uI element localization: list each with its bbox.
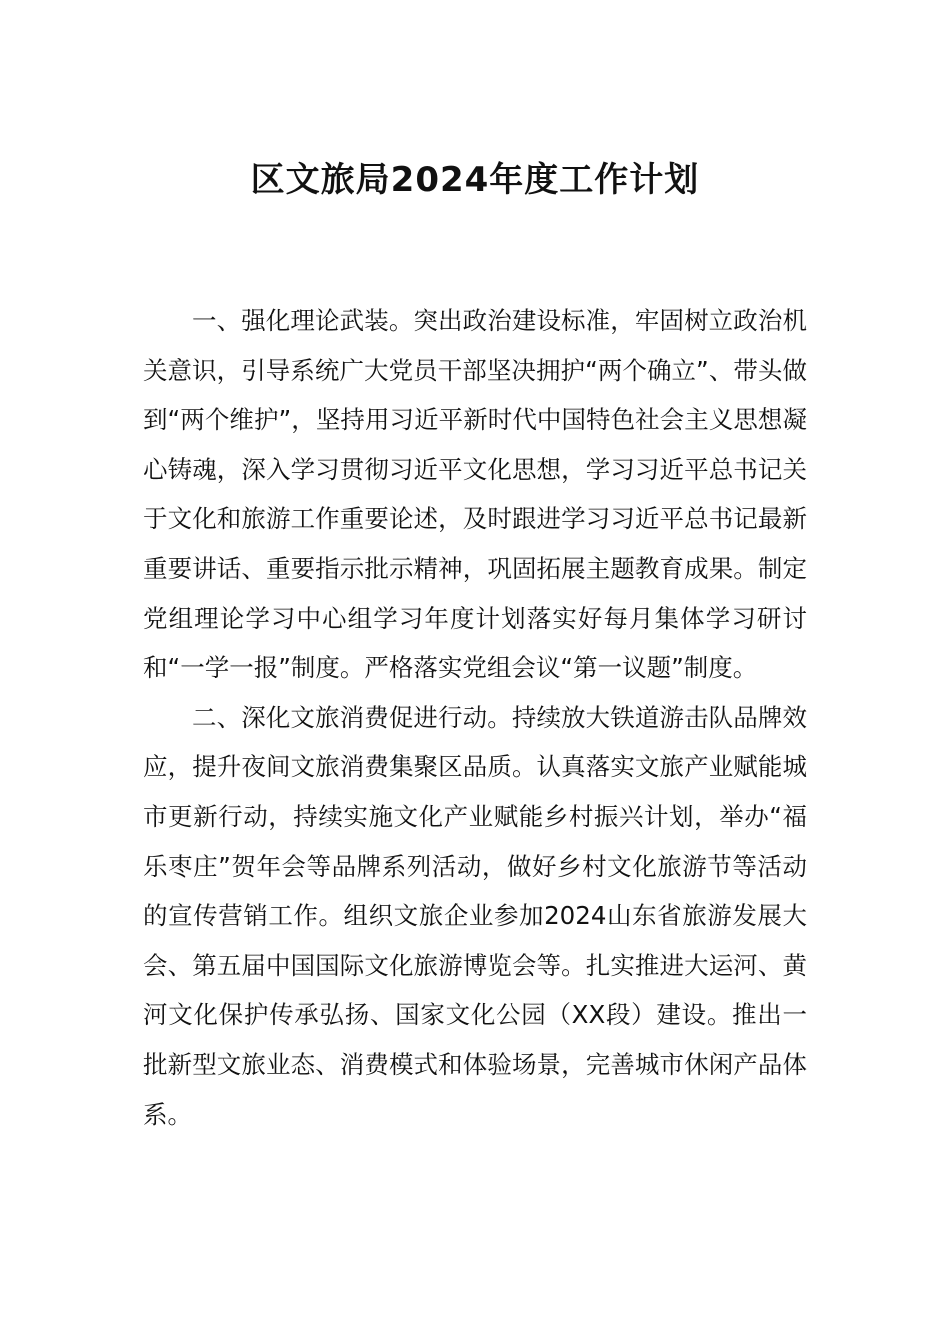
paragraph-theory-study: 一、强化理论武装。突出政治建设标准，牢固树立政治机关意识，引导系统广大党员干部坚决拥护“两个确立”、带头做到“两个维护”，坚持用习近平新时代中国特色社会主义思想凝心铸魂，深入学习贯彻习近平文化思想，学习习近平总书记关于文化和旅游工作重要论述，及时跟进学习习近平总书记最新重要讲话、重要指示批示精神，巩固拓展主题教育成果。制定党组理论学习中心组学习年度计划落实好每月集体学习研讨和“一学一报”制度。严格落实党组会议“第一议题”制度。 (143, 306, 807, 683)
paragraph-tourism-consumption: 二、深化文旅消费促进行动。持续放大铁道游击队品牌效应，提升夜间文旅消费集聚区品质。认真落实文旅产业赋能城市更新行动，持续实施文化产业赋能乡村振兴计划，举办“福乐枣庄”贺年会等品牌系列活动，做好乡村文化旅游节等活动的宣传营销工作。组织文旅企业参加2024山东省旅游发展大会、第五届中国国际文化旅游博览会等。扎实推进大运河、黄河文化保护传承弘扬、国家文化公园（XX段）建设。推出一批新型文旅业态、消费模式和体验场景，完善城市休闲产品体系。 (143, 702, 807, 1129)
document-title: 区文旅局2024年度工作计划 (250, 160, 700, 200)
document-body (143, 296, 807, 1139)
